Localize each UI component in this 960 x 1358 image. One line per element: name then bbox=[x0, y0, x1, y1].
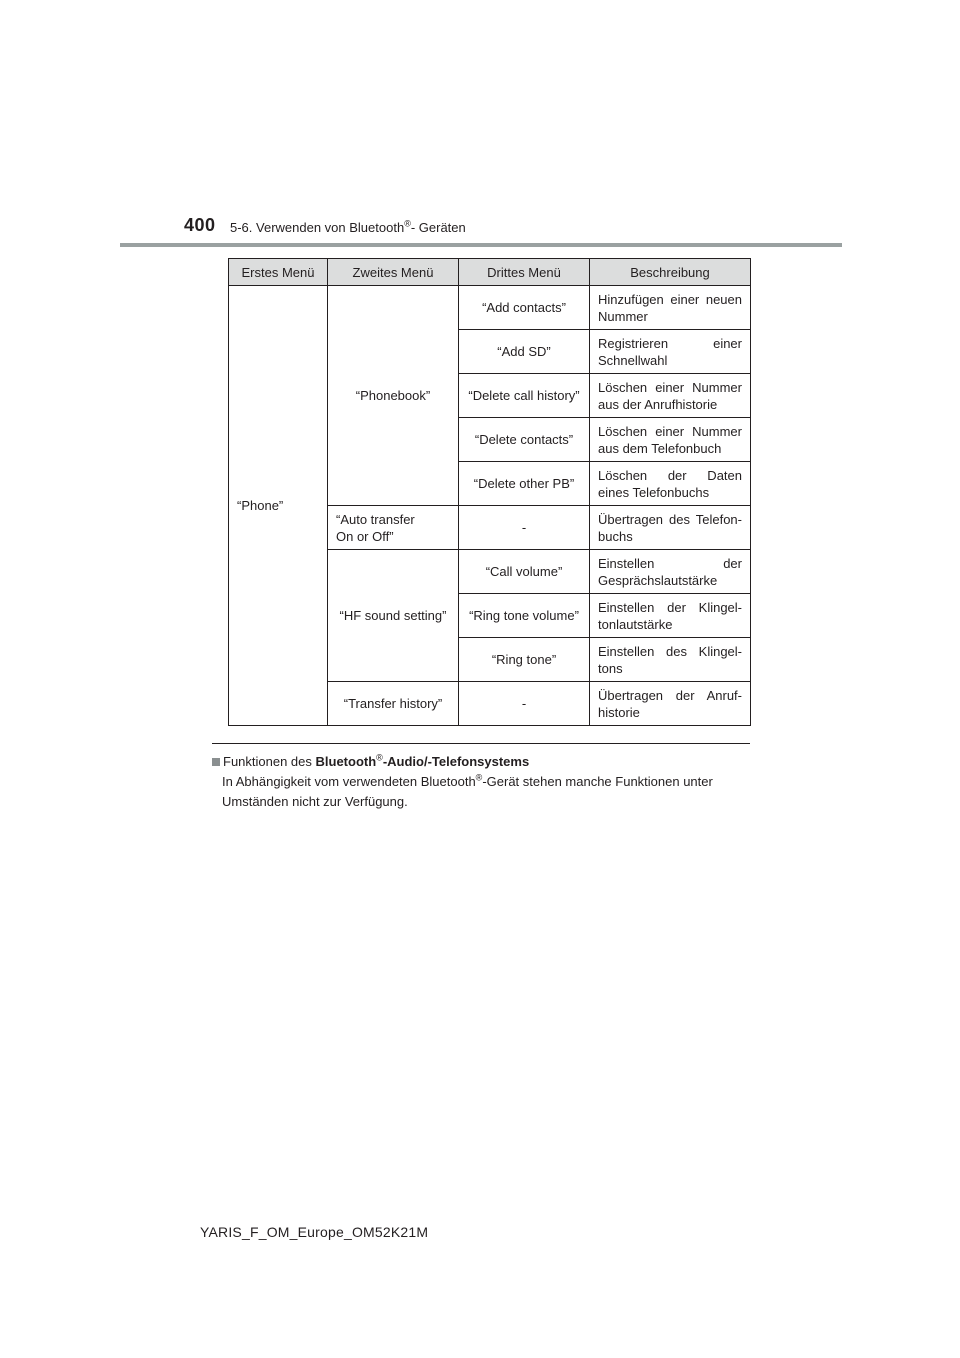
page-number: 400 bbox=[184, 215, 216, 235]
cell-no-third-menu: - bbox=[459, 682, 590, 726]
header-first-menu: Erstes Menü bbox=[229, 259, 328, 286]
cell-description: Löschen einer Nummer aus der Anrufhistorie bbox=[590, 374, 751, 418]
footer-doc-code: YARIS_F_OM_Europe_OM52K21M bbox=[200, 1224, 429, 1240]
cell-phone-menu: “Phone” bbox=[229, 286, 328, 726]
note-heading-bold-2: -Audio/-Telefonsystems bbox=[382, 754, 530, 769]
auto-transfer-line-2: On or Off” bbox=[336, 528, 394, 544]
note-body-suffix: -Gerät stehen manche Funktionen unter Umständen nicht zur Verfügung. bbox=[222, 774, 713, 809]
section-title-prefix: 5-6. Verwenden von Bluetooth bbox=[230, 220, 405, 235]
cell-delete-other-pb: “Delete other PB” bbox=[459, 462, 590, 506]
note-body-prefix: In Abhängigkeit vom verwendeten Bluetooth bbox=[222, 774, 476, 789]
cell-delete-call-history: “Delete call history” bbox=[459, 374, 590, 418]
cell-delete-contacts: “Delete contacts” bbox=[459, 418, 590, 462]
section-title bbox=[230, 220, 466, 235]
note-heading-bold-1: Bluetooth bbox=[315, 754, 377, 769]
auto-transfer-line-1: “Auto transfer bbox=[336, 511, 415, 527]
note-heading-registered-mark: ® bbox=[376, 752, 383, 763]
header-second-menu: Zweites Menü bbox=[328, 259, 459, 286]
note-heading-prefix: Funktionen des bbox=[223, 754, 316, 769]
cell-phonebook: “Phonebook” bbox=[328, 286, 459, 506]
cell-transfer-history: “Transfer history” bbox=[328, 682, 459, 726]
cell-add-contacts: “Add contacts” bbox=[459, 286, 590, 330]
cell-description: Einstellen der Klingel-tonlautstärke bbox=[590, 594, 751, 638]
note-body bbox=[212, 772, 752, 812]
note-heading bbox=[212, 752, 752, 772]
bottom-rule bbox=[212, 743, 750, 744]
square-bullet-icon bbox=[212, 758, 220, 766]
cell-description: Einstellen des Klingel-tons bbox=[590, 638, 751, 682]
cell-description: Einstellen der Gesprächslautstärke bbox=[590, 550, 751, 594]
cell-description: Registrieren einer Schnellwahl bbox=[590, 330, 751, 374]
header-description: Beschreibung bbox=[590, 259, 751, 286]
cell-description: Löschen der Daten eines Telefonbuchs bbox=[590, 462, 751, 506]
note-block bbox=[212, 752, 752, 812]
table-row bbox=[229, 286, 751, 330]
menu-table bbox=[228, 258, 751, 726]
cell-ring-tone: “Ring tone” bbox=[459, 638, 590, 682]
header-rule bbox=[120, 243, 842, 247]
table-header-row bbox=[229, 259, 751, 286]
cell-add-sd: “Add SD” bbox=[459, 330, 590, 374]
cell-hf-sound-setting: “HF sound setting” bbox=[328, 550, 459, 682]
cell-description: Hinzufügen einer neuen Nummer bbox=[590, 286, 751, 330]
cell-description: Übertragen des Telefon-buchs bbox=[590, 506, 751, 550]
cell-description: Löschen einer Nummer aus dem Telefonbuch bbox=[590, 418, 751, 462]
note-body-registered-mark: ® bbox=[475, 772, 483, 783]
cell-call-volume: “Call volume” bbox=[459, 550, 590, 594]
section-title-suffix: - Geräten bbox=[410, 220, 466, 235]
header-third-menu: Drittes Menü bbox=[459, 259, 590, 286]
cell-ring-tone-volume: “Ring tone volume” bbox=[459, 594, 590, 638]
cell-auto-transfer bbox=[328, 506, 459, 550]
section-title-registered-mark: ® bbox=[404, 218, 411, 229]
cell-description: Übertragen der Anruf-historie bbox=[590, 682, 751, 726]
cell-no-third-menu: - bbox=[459, 506, 590, 550]
